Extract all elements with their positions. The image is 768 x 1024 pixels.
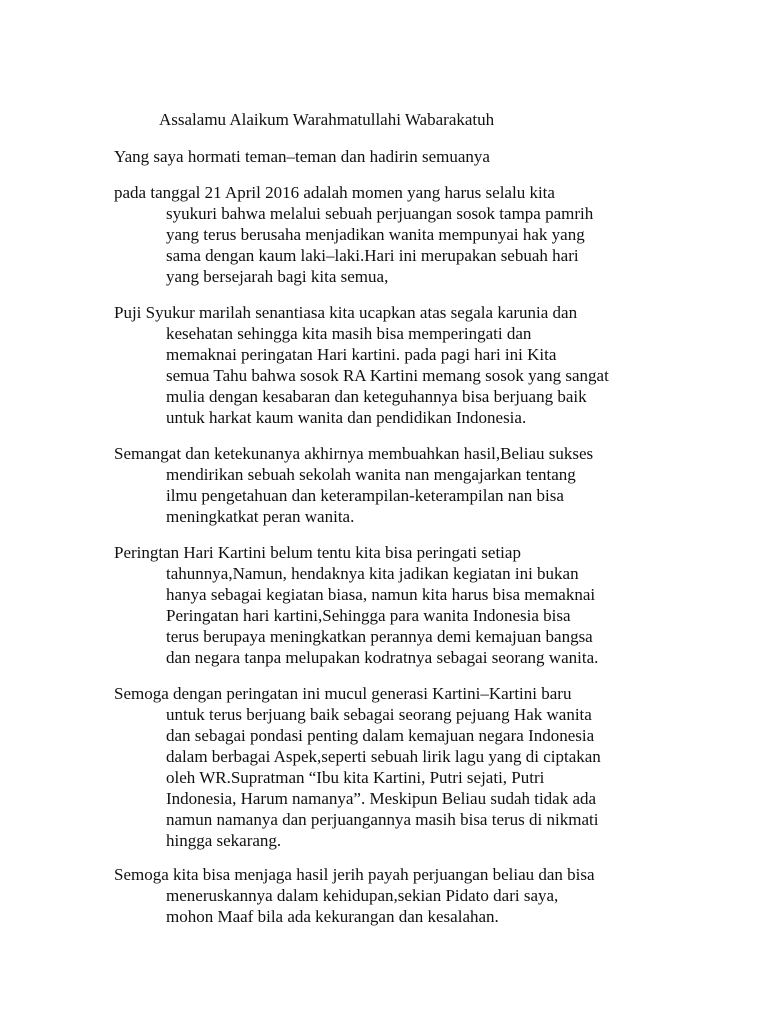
paragraph-line: namun namanya dan perjuangannya masih bisa terus di nikmati (166, 810, 599, 829)
paragraph-line: tahunnya,Namun, hendaknya kita jadikan kegiatan ini bukan (166, 564, 579, 583)
paragraph-line: meningkatkat peran wanita. (166, 507, 355, 526)
paragraph-line: yang terus berusaha menjadikan wanita mempunyai hak yang (166, 225, 585, 244)
paragraph-spirit (114, 443, 593, 527)
paragraph-line: mulia dengan kesabaran dan keteguhannya bisa berjuang baik (166, 387, 587, 406)
paragraph-line: dan negara tanpa melupakan kodratnya sebagai seorang wanita. (166, 648, 599, 667)
paragraph-line: pada tanggal 21 April 2016 adalah momen yang harus selalu kita (114, 183, 555, 202)
paragraph-line: Yang saya hormati teman–teman dan hadirin semuanya (114, 147, 490, 166)
paragraph-line: dalam berbagai Aspek,seperti sebuah lirik lagu yang di ciptakan (166, 747, 601, 766)
paragraph-line: ilmu pengetahuan dan keterampilan-keterampilan nan bisa (166, 486, 564, 505)
paragraph-line: mohon Maaf bila ada kekurangan dan kesalahan. (166, 907, 499, 926)
paragraph-line: hanya sebagai kegiatan biasa, namun kita harus bisa memaknai (166, 585, 596, 604)
paragraph-line: hingga sekarang. (166, 831, 282, 850)
paragraph-line: dan sebagai pondasi penting dalam kemajuan negara Indonesia (166, 726, 595, 745)
paragraph-line: oleh WR.Supratman “Ibu kita Kartini, Putri sejati, Putri (166, 768, 545, 787)
paragraph-line: Semoga dengan peringatan ini mucul generasi Kartini–Kartini baru (114, 684, 572, 703)
paragraph-line: Puji Syukur marilah senantiasa kita ucapkan atas segala karunia dan (114, 303, 578, 322)
paragraph-line: syukuri bahwa melalui sebuah perjuangan sosok tampa pamrih (166, 204, 594, 223)
paragraph-closing (114, 864, 595, 927)
paragraph-line: mendirikan sebuah sekolah wanita nan mengajarkan tentang (166, 465, 576, 484)
paragraph-line: Peringtan Hari Kartini belum tentu kita bisa peringati setiap (114, 543, 521, 562)
paragraph-line: untuk harkat kaum wanita dan pendidikan Indonesia. (166, 408, 527, 427)
paragraph-line: Semoga kita bisa menjaga hasil jerih payah perjuangan beliau dan bisa (114, 865, 595, 884)
paragraph-line: sama dengan kaum laki–laki.Hari ini merupakan sebuah hari (166, 246, 579, 265)
paragraph-line: Peringatan hari kartini,Sehingga para wanita Indonesia bisa (166, 606, 571, 625)
paragraph-line: semua Tahu bahwa sosok RA Kartini memang sosok yang sangat (166, 366, 609, 385)
paragraph-line: terus berupaya meningkatkan perannya demi kemajuan bangsa (166, 627, 593, 646)
paragraph-greeting (114, 146, 490, 167)
salutation-heading: Assalamu Alaikum Warahmatullahi Wabarakatuh (159, 110, 495, 129)
paragraph-hope (114, 683, 601, 851)
paragraph-line: kesehatan sehingga kita masih bisa memperingati dan (166, 324, 532, 343)
paragraph-line: yang bersejarah bagi kita semua, (166, 267, 389, 286)
paragraph-line: Semangat dan ketekunanya akhirnya membuahkan hasil,Beliau sukses (114, 444, 594, 463)
paragraph-gratitude (114, 302, 609, 428)
paragraph-commemoration (114, 542, 598, 668)
paragraph-line: memaknai peringatan Hari kartini. pada pagi hari ini Kita (166, 345, 557, 364)
paragraph-line: meneruskannya dalam kehidupan,sekian Pidato dari saya, (166, 886, 559, 905)
paragraph-line: untuk terus berjuang baik sebagai seorang pejuang Hak wanita (166, 705, 592, 724)
paragraph-line: Indonesia, Harum namanya”. Meskipun Beliau sudah tidak ada (166, 789, 597, 808)
paragraph-date (114, 182, 593, 287)
